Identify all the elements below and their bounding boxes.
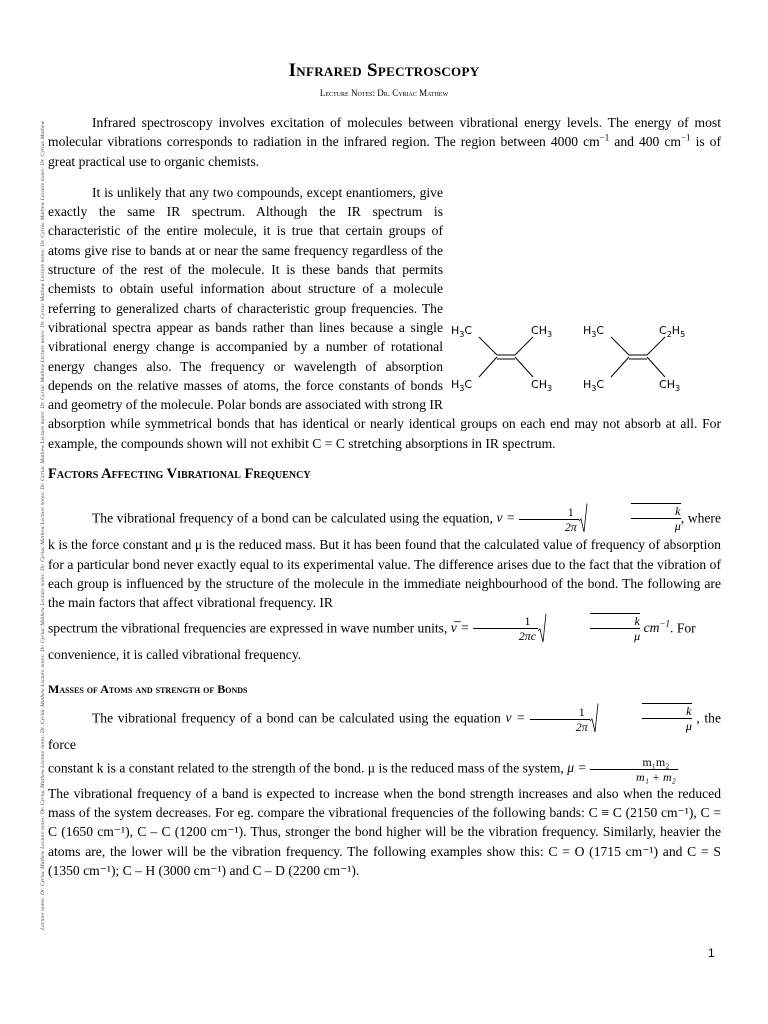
m1-top-left-label: $H_3C$ bbox=[451, 323, 473, 339]
alkene-structures-svg bbox=[451, 317, 721, 413]
alkene-structures-figure bbox=[451, 317, 721, 413]
main-content bbox=[48, 113, 721, 880]
m1-bottom-right-label: $CH_3$ bbox=[531, 377, 553, 393]
m1-top-right-label: $CH_3$ bbox=[531, 323, 553, 339]
ethyl-trimethylethylene-structure bbox=[583, 324, 685, 393]
page-subtitle: Lecture Notes: Dr. Cyriac Mathew bbox=[319, 88, 449, 98]
equation-reduced-mass: μ = $\frac{\text{m₁m₂}}{\text{m₁ + m₂}}$ bbox=[567, 754, 676, 784]
paragraph-masses: The vibrational frequency of a bond can be calculated using the equation ν = $\frac{1}{2\pi}$ $\frac{k}{\mu}$ , the force constant k is a constant related to the strength of the bond. μ is the reduced mass of the system, μ = $\frac{\text{m₁m₂}}{\text{m₁ + m₂}}$ bbox=[48, 704, 721, 784]
equation-wavenumber: ν̅ = $\frac{1}{2\pi c}$ $\frac{k}{\mu}$ $cm^{-1}$ bbox=[450, 613, 671, 644]
page-title: Infrared Spectroscopy bbox=[288, 60, 480, 81]
paragraph-factors: The vibrational frequency of a bond can be calculated using the equation, ν = $\frac{1}{2\pi}$ $\frac{k}{\mu}$ , where k is the force constant and μ is the reduced mass. But it has been found that the calculated value of frequency of absorption for a particular bond never exactly equal to its experimental value. The difference arises due to the fact that the vibration of each group is influenced by the structure of the molecule in the immediate neighbourhood of the bond. The following are the main factors that affect vibrational frequency. IR spectrum the vibrational frequencies are expressed in wave number units, ν̅ = $\frac{1}{2\pi c}$ $\frac{k}{\mu}$ $cm^{-1}$. For convenience, it is called vibrational frequency. bbox=[48, 504, 721, 662]
margin-watermark bbox=[30, 90, 46, 930]
section-heading-factors: Factors Affecting Vibrational Frequency bbox=[48, 466, 311, 483]
paragraph-bond-strength: The vibrational frequency of a band is expected to increase when the bond strength increases and also when the reduced mass of the system decreases. For eg. compare the vibrational frequencies of the following bands: C ≡ C (2150 cm⁻¹), C = C (1650 cm⁻¹), C – C (1200 cm⁻¹). Thus, stronger the bond higher will be the vibration frequency. Similarly, heavier the atoms are, the lower will be the vibration frequency. The following examples show this: C = O (1715 cm⁻¹) and C = S (1350 cm⁻¹); C – H (3000 cm⁻¹) and C – D (2200 cm⁻¹). bbox=[48, 785, 721, 878]
m1-bottom-left-label: $H_3C$ bbox=[451, 377, 473, 393]
m2-bottom-right-label: $CH_3$ bbox=[659, 377, 681, 393]
section-heading-masses: Masses of Atoms and strength of Bonds bbox=[48, 682, 248, 697]
m2-top-left-label: $H_3C$ bbox=[583, 323, 605, 339]
equation-frequency-2: ν = $\frac{1}{2\pi}$ $\frac{k}{\mu}$ bbox=[505, 704, 692, 734]
page-number: 1 bbox=[708, 946, 715, 960]
paragraph-ir-spectrum: It is unlikely that any two compounds, except enantiomers, give exactly the same IR spectrum. Although the IR spectrum is characteristic of the entire molecule, it is true that certain groups of atoms give rise to bands at or near the same frequency regardless of the structure of the rest of the molecule. It is these bands that permits chemists to obtain useful information about structure of a molecule referring to generalized charts of characteristic group frequencies. The vibrational spectra appear as bands rather than lines because a single vibrational energy change is accompanied by a number of rotational energy changes also. The frequency or wavelength of absorption depends on the relative masses of atoms, the force constants of bonds and geometry of the molecule. Polar bonds are associated with strong IR absorption while symmetrical bonds that has identical or nearly identical groups on each end may not absorb at all. For example, the compounds shown will not exhibit C = C stretching absorptions in IR spectrum. bbox=[48, 184, 721, 451]
m2-bottom-left-label: $H_3C$ bbox=[583, 377, 605, 393]
margin-watermark-text: Lecture notes: Dr. Cyriac Mathew Lecture notes: Dr. Cyriac Mathew Lecture notes: Dr. Cyriac Mathew Lecture notes: Dr. Cyriac Mathew Lecture notes: Dr. Cyriac Mathew Lecture notes: Dr. Cyriac Mathew Lecture notes: Dr. Cyriac Mathew Lecture notes: Dr. Cyriac Mathew Lecture notes: Dr. Cyriac Mathew Lecture notes: Dr. Cyriac Mathew bbox=[40, 120, 46, 930]
equation-frequency: ν = $\frac{1}{2\pi}$ $\frac{k}{\mu}$ bbox=[496, 504, 681, 534]
paragraph-intro: Infrared spectroscopy involves excitation of molecules between vibrational energy levels. The energy of most molecular vibrations corresponds to radiation in the infrared region. The region between 4000 $cm^{-1}$ and 400 $cm^{-1}$ is of great practical use to organic chemists. bbox=[48, 115, 722, 169]
tetramethylethylene-structure bbox=[451, 324, 552, 393]
m2-top-right-label: $C_2H_5$ bbox=[659, 323, 686, 339]
